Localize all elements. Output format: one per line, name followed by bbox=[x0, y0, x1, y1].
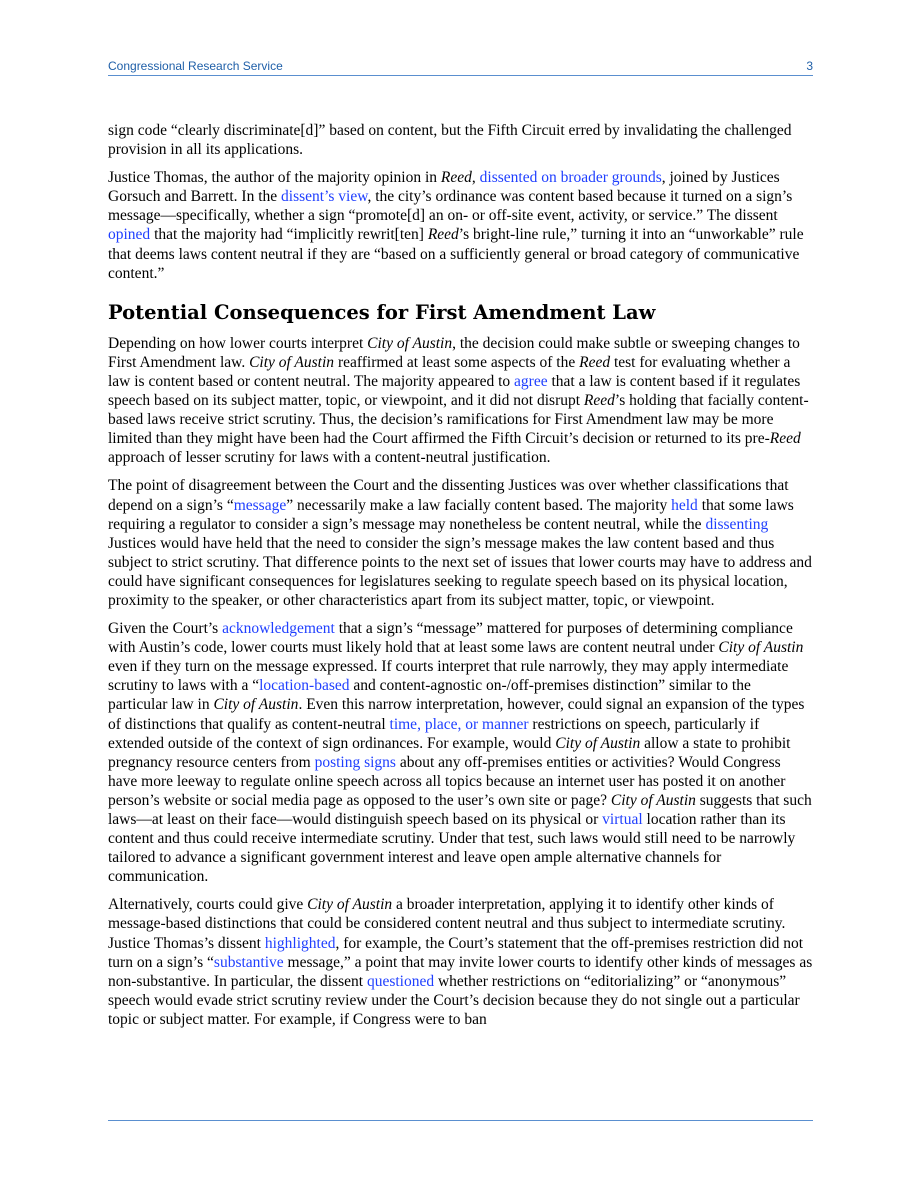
text-run: Alternatively, courts could give bbox=[108, 896, 308, 914]
text-run: that a law is content based if it regulates speech based on its subject matter, topic, or viewpoint, and it did not disrupt bbox=[108, 372, 801, 410]
hyperlink[interactable]: agree bbox=[514, 372, 548, 390]
italic-text: City of Austin bbox=[718, 639, 804, 657]
text-run: a broader interpretation, applying it to identify other kinds of message-based distinctions that could be considered content neutral and thus subject to intermediate scrutiny. Justice Thomas’s dissent bbox=[108, 896, 786, 952]
text-run: , the decision could make subtle or sweeping changes to First Amendment law. bbox=[108, 334, 800, 371]
text-run: , joined by Justices Gorsuch and Barrett. In the bbox=[108, 169, 780, 206]
italic-text: City of Austin bbox=[367, 334, 453, 352]
paragraph bbox=[108, 168, 813, 283]
italic-text: Reed bbox=[427, 226, 459, 244]
text-run: about any off-premises entities or activities? Would Congress have more leeway to regulate online speech across all topics because an internet user has posted it on another person’s website or social media page as opposed to the user’s own site or page? bbox=[108, 753, 786, 809]
text-run: Justice Thomas, the author of the majority opinion in bbox=[108, 169, 441, 187]
text-run: ” necessarily make a law facially content based. The majority bbox=[286, 496, 672, 514]
hyperlink[interactable]: posting signs bbox=[314, 753, 396, 771]
text-run: reaffirmed at least some aspects of the bbox=[334, 353, 580, 371]
italic-text: Reed bbox=[769, 430, 801, 448]
hyperlink[interactable]: opined bbox=[108, 226, 151, 244]
paragraph bbox=[108, 895, 813, 1029]
text-run: that the majority had “implicitly rewrit[ten] bbox=[150, 226, 428, 244]
text-run: , the city’s ordinance was content based because it turned on a sign’s message—specifically, whether a sign “promote[d] an on- or off-site event, activity, or service.” The dissent bbox=[108, 188, 793, 225]
paragraph bbox=[108, 121, 813, 159]
text-run: Justices would have held that the need to consider the sign’s message makes the law content based and thus subject to strict scrutiny. That difference points to the next set of issues that lower courts may have to address and could have significant consequences for legislatures seeking to regulate speech based on its physical location, proximity to the speaker, or other characteristics apart from its subject matter, topic, or viewpoint. bbox=[108, 534, 812, 609]
italic-text: City of Austin bbox=[610, 791, 696, 809]
text-run: The point of disagreement between the Court and the dissenting Justices was over whether classifications that depend on a sign’s “ bbox=[108, 477, 789, 514]
text-run: restrictions on speech, particularly if extended outside of the context of sign ordinances. For example, would bbox=[108, 715, 760, 752]
italic-text: Reed bbox=[583, 392, 615, 410]
text-run: . Even this narrow interpretation, however, could signal an expansion of the types of distinctions that qualify as content-neutral bbox=[108, 696, 805, 733]
text-run: approach of lesser scrutiny for laws with a content-neutral justification. bbox=[108, 449, 551, 467]
text-run: ’s holding that facially content-based laws receive strict scrutiny. Thus, the decision’s ramifications for First Amendment law may be more limited than they might have been had the Court affirmed the Fifth Circuit’s decision or returned to its pre- bbox=[108, 392, 809, 448]
header-page-number: 3 bbox=[806, 59, 813, 73]
text-run: sign code “clearly discriminate[d]” based on content, but the Fifth Circuit erred by invalidating the challenged provision in all its applications. bbox=[108, 122, 792, 159]
text-run: test for evaluating whether a law is content based or content neutral. The majority appeared to bbox=[108, 353, 791, 390]
text-run: suggests that such laws—at least on their face—would distinguish speech based on its physical or bbox=[108, 791, 812, 828]
text-run: ’s bright-line rule,” turning it into an “unworkable” rule that deems laws content neutral if they are “based on a sufficiently general or broad category of communicative content.” bbox=[108, 226, 804, 282]
text-run: , for example, the Court’s statement that the off-premises restriction did not turn on a sign’s “ bbox=[108, 934, 804, 971]
text-run: even if they turn on the message expressed. If courts interpret that rule narrowly, they may apply intermediate scrutiny to laws with a “ bbox=[108, 658, 789, 695]
text-run: message,” a point that may invite lower courts to identify other kinds of messages as non-substantive. In particular, the dissent bbox=[108, 953, 813, 990]
hyperlink[interactable]: dissent’s view bbox=[281, 188, 368, 206]
header-organization: Congressional Research Service bbox=[108, 59, 283, 73]
text-run: , bbox=[471, 169, 480, 187]
text-run: and content-agnostic on-/off-premises distinction” similar to the particular law in bbox=[108, 677, 751, 714]
hyperlink[interactable]: message bbox=[233, 496, 287, 514]
text-run: Depending on how lower courts interpret bbox=[108, 334, 368, 352]
italic-text: Reed bbox=[579, 353, 611, 371]
hyperlink[interactable]: virtual bbox=[602, 811, 643, 828]
italic-text: City of Austin bbox=[555, 734, 641, 752]
hyperlink[interactable]: held bbox=[671, 496, 698, 514]
text-run: Given the Court’s bbox=[108, 620, 223, 638]
page-header bbox=[108, 59, 813, 75]
paragraph bbox=[108, 334, 813, 468]
italic-text: City of Austin bbox=[249, 353, 335, 371]
italic-text: Reed bbox=[440, 169, 472, 187]
text-run: allow a state to prohibit pregnancy resource centers from bbox=[108, 734, 791, 771]
hyperlink[interactable]: time, place, or manner bbox=[389, 715, 529, 733]
paragraph bbox=[108, 619, 813, 886]
text-run: whether restrictions on “editorializing” or “anonymous” speech would evade strict scrutiny review under the Court’s decision because they do not single out a particular topic or subject matter. For example, if Congress were to ban bbox=[108, 972, 800, 1028]
paragraph bbox=[108, 476, 813, 610]
hyperlink[interactable]: location-based bbox=[259, 677, 350, 695]
header-rule bbox=[108, 75, 813, 76]
text-run: location rather than its content and thus could receive intermediate scrutiny. Under that test, such laws would still need to be narrowly tailored to advance a significant government interest and leave open ample alternative channels for communication. bbox=[108, 811, 796, 886]
document-body bbox=[108, 121, 813, 1038]
hyperlink[interactable]: acknowledgement bbox=[222, 620, 335, 638]
hyperlink[interactable]: highlighted bbox=[264, 934, 336, 952]
hyperlink[interactable]: dissented on broader grounds bbox=[479, 169, 662, 187]
hyperlink[interactable]: questioned bbox=[366, 972, 435, 990]
italic-text: City of Austin bbox=[213, 696, 299, 714]
hyperlink[interactable]: dissenting bbox=[705, 515, 769, 533]
text-run: that some laws requiring a regulator to consider a sign’s message may nonetheless be content neutral, while the bbox=[108, 496, 794, 533]
text-run: that a sign’s “message” mattered for purposes of determining compliance with Austin’s code, lower courts must likely hold that at least some laws are content neutral under bbox=[108, 620, 793, 657]
section-heading: Potential Consequences for First Amendment Law bbox=[108, 300, 656, 324]
footer-rule bbox=[108, 1120, 813, 1121]
italic-text: City of Austin bbox=[307, 896, 393, 914]
hyperlink[interactable]: substantive bbox=[213, 953, 284, 971]
